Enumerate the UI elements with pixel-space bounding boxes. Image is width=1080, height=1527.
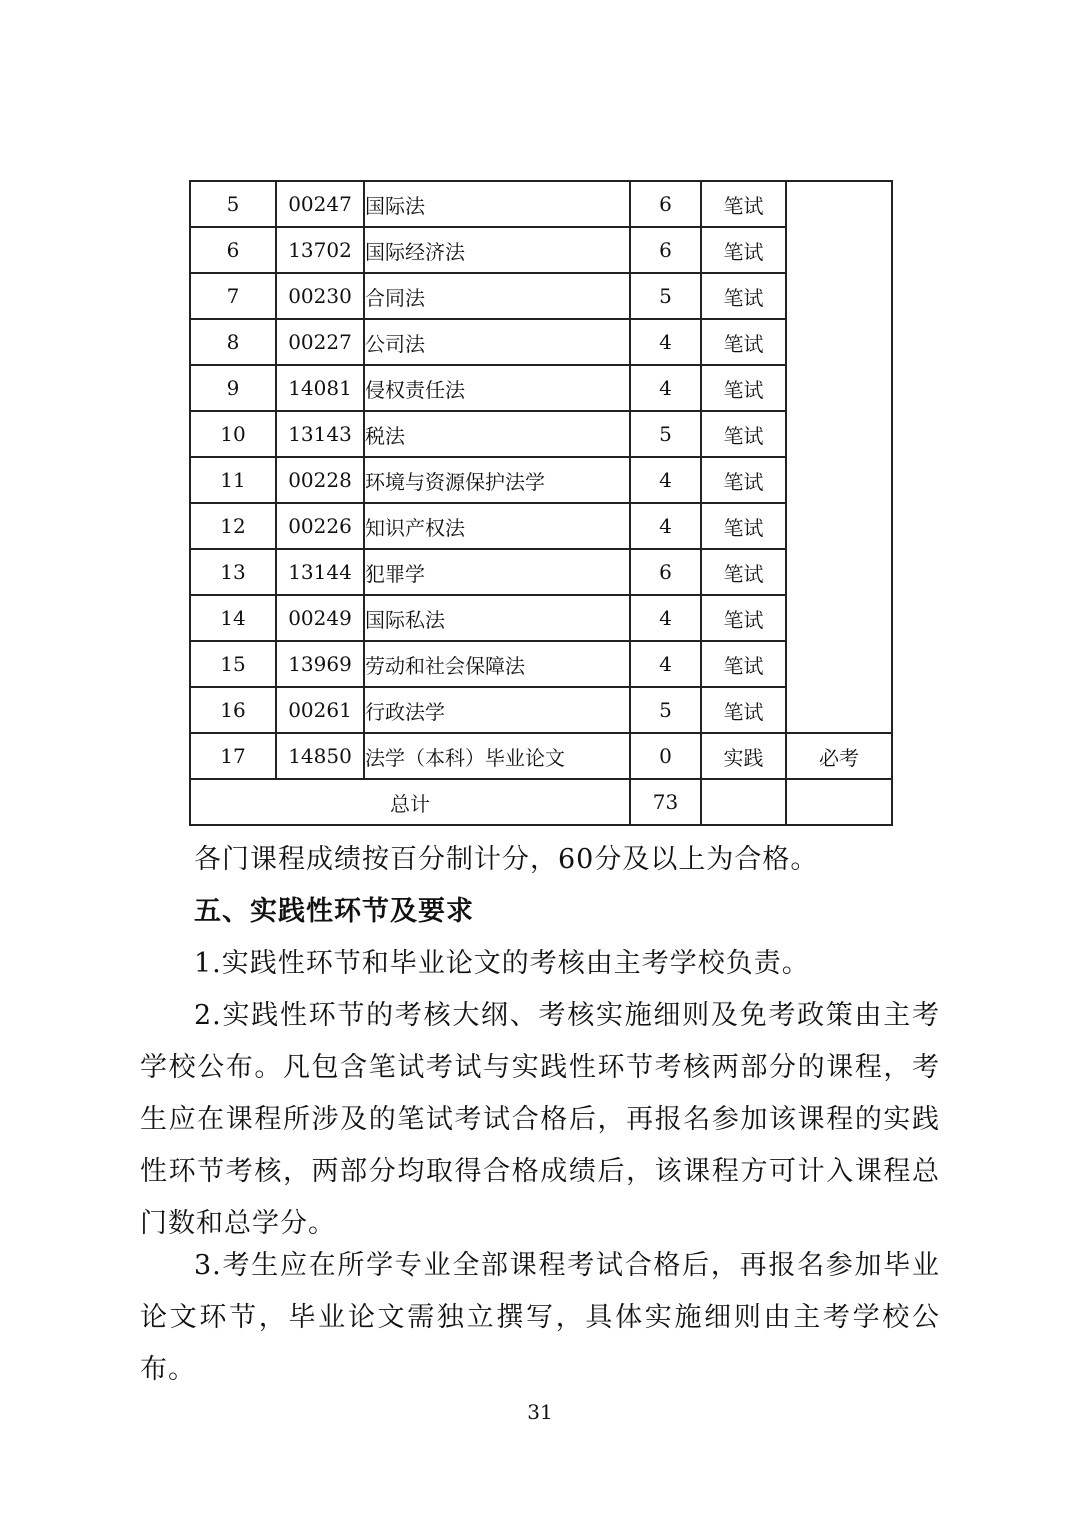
cell-code: 13702 xyxy=(276,227,364,273)
cell-code: 13143 xyxy=(276,411,364,457)
cell-course-name: 侵权责任法 xyxy=(364,365,630,411)
cell-credit: 4 xyxy=(630,319,701,365)
cell-credit: 5 xyxy=(630,411,701,457)
paragraph-item-3: 3.考生应在所学专业全部课程考试合格后，再报名参加毕业论文环节，毕业论文需独立撰写，具体实施细则由主考学校公布。 xyxy=(140,1250,940,1385)
cell-seq: 9 xyxy=(190,365,276,411)
cell-code: 00226 xyxy=(276,503,364,549)
cell-credit: 6 xyxy=(630,549,701,595)
cell-credit: 0 xyxy=(630,733,701,779)
cell-seq: 10 xyxy=(190,411,276,457)
cell-code: 00247 xyxy=(276,181,364,227)
cell-seq: 8 xyxy=(190,319,276,365)
cell-exam-method: 笔试 xyxy=(701,503,786,549)
cell-total-label: 总计 xyxy=(190,779,630,825)
cell-credit: 6 xyxy=(630,181,701,227)
cell-seq: 12 xyxy=(190,503,276,549)
cell-code: 00249 xyxy=(276,595,364,641)
cell-course-name: 犯罪学 xyxy=(364,549,630,595)
cell-code: 00228 xyxy=(276,457,364,503)
cell-seq: 7 xyxy=(190,273,276,319)
cell-exam-method: 笔试 xyxy=(701,227,786,273)
cell-course-name: 国际法 xyxy=(364,181,630,227)
cell-course-name: 行政法学 xyxy=(364,687,630,733)
cell-seq: 17 xyxy=(190,733,276,779)
cell-course-name: 知识产权法 xyxy=(364,503,630,549)
cell-note: 必考 xyxy=(786,733,892,779)
paragraph-item-2: 2.实践性环节的考核大纲、考核实施细则及免考政策由主考学校公布。凡包含笔试考试与实践性环节考核两部分的课程，考生应在课程所涉及的笔试考试合格后，再报名参加该课程的实践性环节考核，两部分均取得合格成绩后，该课程方可计入课程总门数和总学分。 xyxy=(140,1000,940,1239)
cell-exam-method: 笔试 xyxy=(701,641,786,687)
course-table xyxy=(189,180,893,826)
cell-empty xyxy=(786,779,892,825)
cell-total-credit: 73 xyxy=(630,779,701,825)
cell-seq: 13 xyxy=(190,549,276,595)
course-table-body xyxy=(190,181,892,825)
cell-course-name: 税法 xyxy=(364,411,630,457)
cell-course-name: 法学（本科）毕业论文 xyxy=(364,733,630,779)
cell-course-name: 劳动和社会保障法 xyxy=(364,641,630,687)
table-row xyxy=(190,181,892,227)
cell-credit: 4 xyxy=(630,457,701,503)
cell-exam-method: 笔试 xyxy=(701,457,786,503)
cell-code: 14850 xyxy=(276,733,364,779)
cell-seq: 15 xyxy=(190,641,276,687)
cell-seq: 16 xyxy=(190,687,276,733)
cell-exam-method: 笔试 xyxy=(701,273,786,319)
cell-credit: 5 xyxy=(630,687,701,733)
cell-course-name: 公司法 xyxy=(364,319,630,365)
cell-note-merged xyxy=(786,181,892,733)
cell-credit: 4 xyxy=(630,365,701,411)
cell-empty xyxy=(701,779,786,825)
cell-exam-method: 笔试 xyxy=(701,595,786,641)
cell-code: 14081 xyxy=(276,365,364,411)
paragraph-item-1: 1.实践性环节和毕业论文的考核由主考学校负责。 xyxy=(194,948,810,979)
cell-seq: 11 xyxy=(190,457,276,503)
cell-exam-method: 笔试 xyxy=(701,687,786,733)
table-row-total xyxy=(190,779,892,825)
cell-exam-method: 笔试 xyxy=(701,365,786,411)
cell-exam-method: 笔试 xyxy=(701,411,786,457)
cell-code: 13144 xyxy=(276,549,364,595)
section-heading: 五、实践性环节及要求 xyxy=(194,896,474,927)
cell-course-name: 环境与资源保护法学 xyxy=(364,457,630,503)
cell-seq: 6 xyxy=(190,227,276,273)
cell-course-name: 国际经济法 xyxy=(364,227,630,273)
cell-credit: 4 xyxy=(630,641,701,687)
cell-exam-method: 实践 xyxy=(701,733,786,779)
cell-exam-method: 笔试 xyxy=(701,181,786,227)
cell-course-name: 合同法 xyxy=(364,273,630,319)
cell-seq: 5 xyxy=(190,181,276,227)
cell-credit: 5 xyxy=(630,273,701,319)
cell-credit: 4 xyxy=(630,503,701,549)
page-number: 31 xyxy=(527,1400,553,1424)
cell-exam-method: 笔试 xyxy=(701,319,786,365)
cell-credit: 4 xyxy=(630,595,701,641)
cell-credit: 6 xyxy=(630,227,701,273)
cell-course-name: 国际私法 xyxy=(364,595,630,641)
cell-code: 13969 xyxy=(276,641,364,687)
cell-code: 00230 xyxy=(276,273,364,319)
cell-code: 00227 xyxy=(276,319,364,365)
paragraph-grading: 各门课程成绩按百分制计分，60分及以上为合格。 xyxy=(194,844,819,875)
cell-exam-method: 笔试 xyxy=(701,549,786,595)
cell-code: 00261 xyxy=(276,687,364,733)
cell-seq: 14 xyxy=(190,595,276,641)
table-row-thesis xyxy=(190,733,892,779)
